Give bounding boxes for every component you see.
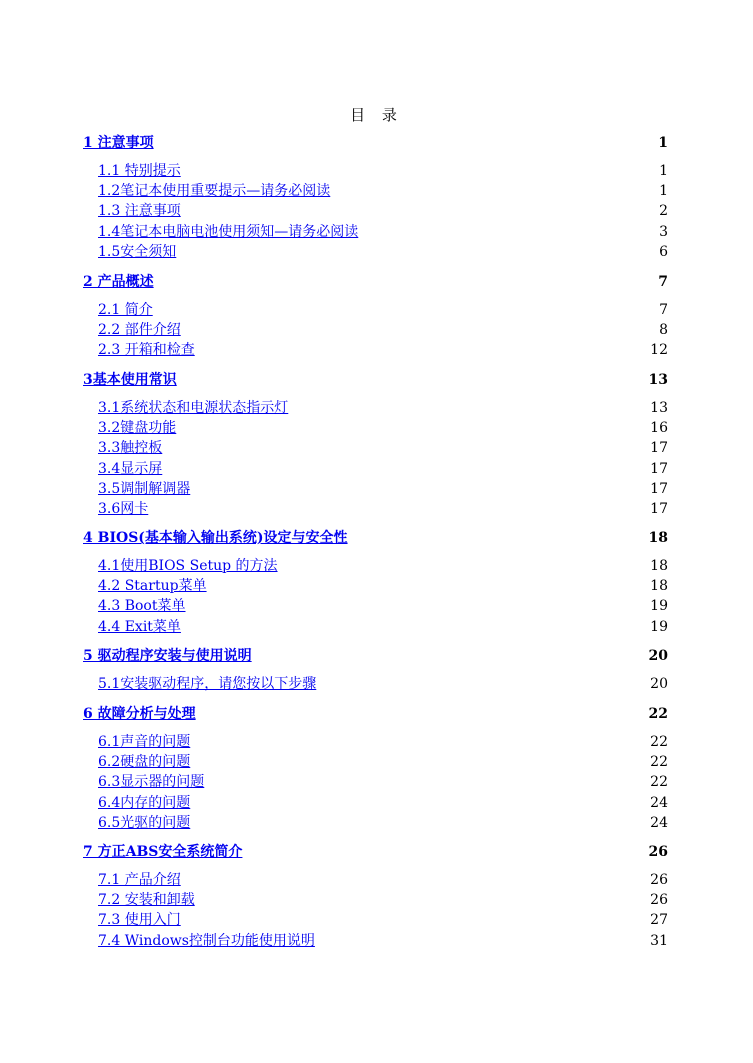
toc-section-link[interactable]: 3.3触控板 [98,440,163,457]
toc-title: 目 录 [350,106,403,124]
toc-section-page-number: 17 [650,480,668,497]
toc-section-page-number: 13 [650,400,668,416]
toc-section-page-number: 7 [659,302,668,318]
toc-section-link[interactable]: 7.2 安装和卸载 [98,892,195,909]
toc-section-link[interactable]: 7.1 产品介绍 [98,872,181,888]
toc-section-link[interactable]: 6.1声音的问题 [98,734,191,750]
toc-section-link[interactable]: 3.1系统状态和电源状态指示灯 [98,400,289,416]
toc-chapter-page-number: 20 [648,648,668,664]
toc-section-link[interactable]: 7.4 Windows控制台功能使用说明 [98,932,315,949]
toc-section-page-number: 24 [650,794,668,811]
toc-section-page-number: 27 [650,912,668,929]
toc-section-link[interactable]: 3.5调制解调器 [98,480,191,497]
toc-section-link[interactable]: 4.4 Exit菜单 [98,618,181,635]
toc-section-page-number: 8 [659,322,668,339]
toc-section-link[interactable]: 4.1使用BIOS Setup 的方法 [98,558,278,574]
toc-section-link[interactable]: 6.5光驱的问题 [98,814,191,831]
toc-section-page-number: 17 [650,440,668,457]
toc-section-link[interactable]: 1.2笔记本使用重要提示—请务必阅读 [98,183,331,200]
toc-section-page-number: 16 [650,420,668,437]
toc-section-page-number: 17 [650,501,668,517]
toc-section-page-number: 19 [650,598,668,615]
toc-section-page-number: 1 [659,163,668,179]
toc-section-link[interactable]: 5.1安装驱动程序，请您按以下步骤 [98,676,317,692]
toc-chapter-page-number: 13 [648,372,668,388]
toc-chapter-link[interactable]: 6 故障分析与处理 [83,706,196,722]
toc-section-link[interactable]: 1.5安全须知 [98,243,177,260]
toc-section-page-number: 24 [650,814,668,831]
toc-section-page-number: 26 [650,892,668,909]
toc-chapter-link[interactable]: 1 注意事项 [83,135,154,151]
toc-section-link[interactable]: 1.1 特别提示 [98,163,181,179]
toc-section-page-number: 22 [650,774,668,791]
toc-chapter-page-number: 22 [648,706,668,722]
toc-chapter-page-number: 1 [658,135,668,151]
toc-section-link[interactable]: 3.2键盘功能 [98,420,177,437]
toc-section-link[interactable]: 2.3 开箱和检查 [98,342,195,359]
toc-section-page-number: 31 [650,932,668,949]
toc-chapter-link[interactable]: 7 方正ABS安全系统简介 [83,844,243,860]
toc-section-page-number: 6 [659,243,668,260]
toc-section-page-number: 12 [650,342,668,359]
toc-section-link[interactable]: 1.3 注意事项 [98,203,181,220]
toc-section-link[interactable]: 2.2 部件介绍 [98,322,181,339]
toc-chapter-link[interactable]: 4 BIOS(基本输入输出系统)设定与安全性 [83,530,348,546]
toc-chapter-page-number: 26 [648,844,668,860]
toc-section-link[interactable]: 3.6网卡 [98,501,149,517]
toc-section-page-number: 2 [659,203,668,220]
toc-section-page-number: 18 [650,558,668,574]
toc-section-page-number: 3 [659,223,668,240]
toc-section-page-number: 22 [650,734,668,750]
toc-section-page-number: 1 [659,183,668,200]
toc-chapter-page-number: 7 [658,274,668,290]
toc-chapter-link[interactable]: 5 驱动程序安装与使用说明 [83,648,252,664]
toc-section-page-number: 18 [650,578,668,595]
toc-section-page-number: 26 [650,872,668,888]
toc-section-page-number: 19 [650,618,668,635]
toc-chapter-link[interactable]: 3基本使用常识 [83,372,177,388]
toc-section-link[interactable]: 7.3 使用入门 [98,912,181,929]
toc-section-link[interactable]: 1.4笔记本电脑电池使用须知—请务必阅读 [98,223,359,240]
toc-chapter-link[interactable]: 2 产品概述 [83,274,154,290]
toc-section-page-number: 17 [650,460,668,477]
toc-section-page-number: 22 [650,754,668,771]
toc-section-link[interactable]: 4.2 Startup菜单 [98,578,207,595]
toc-section-page-number: 20 [650,676,668,692]
toc-section-link[interactable]: 3.4显示屏 [98,460,163,477]
toc-section-link[interactable]: 6.2硬盘的问题 [98,754,191,771]
toc-section-link[interactable]: 6.4内存的问题 [98,794,191,811]
toc-section-link[interactable]: 6.3显示器的问题 [98,774,205,791]
toc-section-link[interactable]: 2.1 简介 [98,302,153,318]
toc-chapter-page-number: 18 [648,530,668,546]
toc-section-link[interactable]: 4.3 Boot菜单 [98,598,186,615]
